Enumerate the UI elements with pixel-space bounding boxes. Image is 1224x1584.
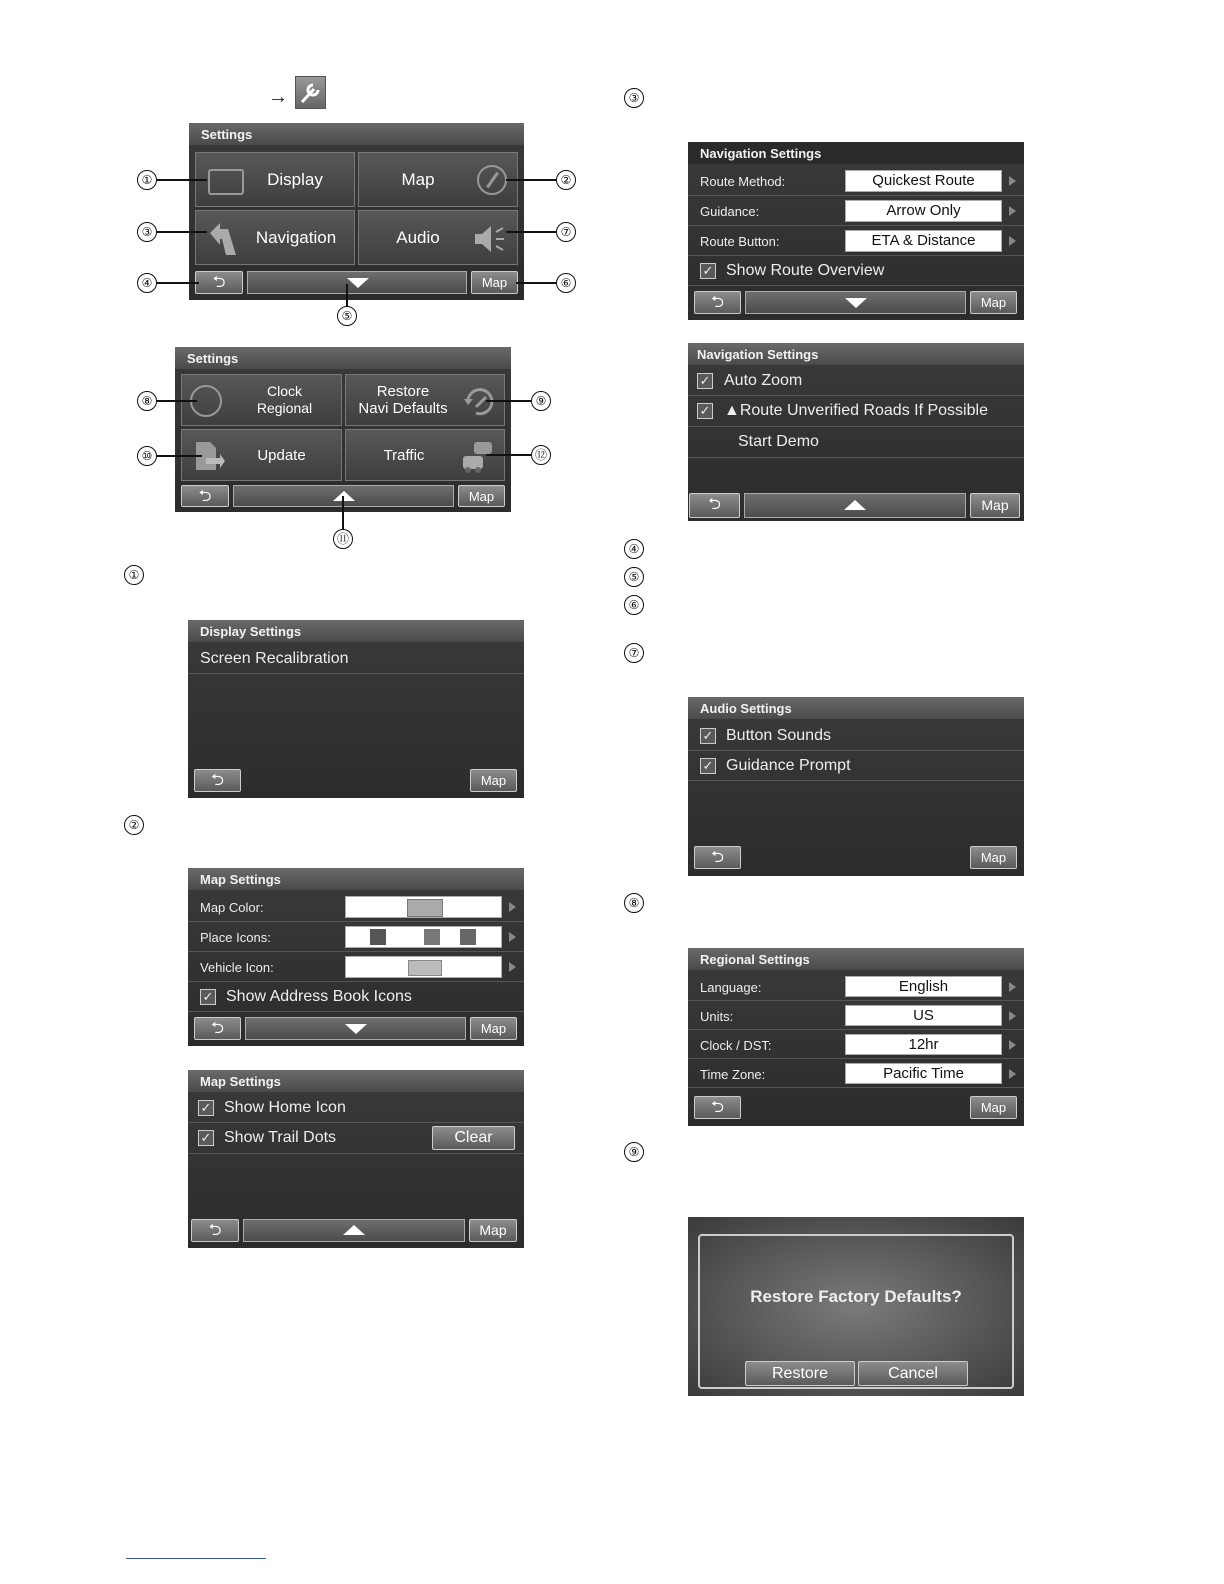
- route-button-row[interactable]: [688, 226, 1024, 256]
- audio-tile[interactable]: [358, 210, 518, 265]
- chevron-down-icon: [345, 1024, 367, 1034]
- screen-title: Audio Settings: [688, 697, 1024, 719]
- map-tile[interactable]: [358, 152, 518, 207]
- restore-defaults-tile[interactable]: [345, 374, 505, 426]
- navigation-settings-screen-2: [688, 343, 1024, 521]
- screen-title: Settings: [175, 347, 511, 369]
- section-6-marker: ⑥: [624, 595, 644, 615]
- language-label: Language:: [700, 980, 762, 995]
- settings-screen-1: [189, 123, 524, 300]
- callout-10: ⑩: [137, 446, 157, 466]
- update-tile[interactable]: [181, 429, 342, 481]
- show-address-book-label: Show Address Book Icons: [226, 988, 412, 1005]
- route-method-value[interactable]: Quickest Route: [845, 170, 1002, 192]
- map-settings-screen-2: [188, 1070, 524, 1248]
- clock-dst-row[interactable]: [688, 1030, 1024, 1059]
- checkbox[interactable]: ✓: [700, 263, 716, 279]
- scroll-down-bar[interactable]: [245, 1017, 466, 1040]
- checkbox[interactable]: ✓: [697, 373, 713, 389]
- units-row[interactable]: [688, 1001, 1024, 1030]
- units-label: Units:: [700, 1009, 734, 1024]
- back-button[interactable]: ⮌: [181, 485, 229, 507]
- checkbox[interactable]: ✓: [198, 1130, 214, 1146]
- checkbox[interactable]: ✓: [198, 1100, 214, 1116]
- screen-title: Map Settings: [188, 868, 524, 890]
- map-button[interactable]: Map: [970, 493, 1020, 518]
- audio-label: Audio: [396, 227, 440, 247]
- screen-recalibration-label: Screen Recalibration: [200, 650, 349, 667]
- regional-settings-screen: [688, 948, 1024, 1126]
- scroll-up-bar[interactable]: [243, 1219, 465, 1242]
- update-label: Update: [257, 446, 306, 464]
- fuel-icon: [424, 929, 440, 945]
- next-arrow-icon[interactable]: [1009, 982, 1016, 992]
- scroll-up-bar[interactable]: [744, 493, 966, 518]
- display-label: Display: [267, 169, 323, 189]
- units-value[interactable]: US: [845, 1005, 1002, 1026]
- button-sounds-label: Button Sounds: [726, 727, 831, 744]
- start-demo-label: Start Demo: [738, 433, 819, 450]
- screen-recalibration-item[interactable]: [188, 644, 524, 674]
- section-4-marker: ④: [624, 539, 644, 559]
- time-zone-label: Time Zone:: [700, 1067, 766, 1082]
- back-button[interactable]: ⮌: [694, 291, 741, 314]
- next-arrow-icon[interactable]: [1009, 236, 1016, 246]
- parking-icon: [460, 929, 476, 945]
- checkbox[interactable]: ✓: [700, 728, 716, 744]
- footnote-rule: [126, 1558, 266, 1559]
- map-color-row[interactable]: [188, 892, 524, 922]
- show-home-icon-row[interactable]: [188, 1093, 524, 1123]
- chevron-up-icon: [333, 491, 355, 501]
- show-route-overview-row[interactable]: [688, 256, 1024, 286]
- map-thumbnail-icon: [407, 899, 443, 917]
- section-2-marker: ②: [124, 815, 144, 835]
- callout-12: ⑫: [531, 445, 551, 465]
- back-button[interactable]: ⮌: [195, 271, 243, 294]
- traffic-tile[interactable]: [345, 429, 505, 481]
- map-color-label: Map Color:: [200, 900, 264, 915]
- button-sounds-row[interactable]: [688, 721, 1024, 751]
- restore-label: Restore: [376, 383, 430, 400]
- navigation-tile[interactable]: [195, 210, 355, 265]
- restaurant-icon: [370, 929, 386, 945]
- callout-2: ②: [556, 170, 576, 190]
- guidance-prompt-row[interactable]: [688, 751, 1024, 781]
- navigation-icon: [206, 219, 240, 259]
- callout-4: ④: [137, 273, 157, 293]
- place-icons-value[interactable]: [345, 926, 502, 948]
- map-settings-screen-1: [188, 868, 524, 1046]
- clear-button[interactable]: Clear: [432, 1126, 515, 1150]
- settings-screen-2: [175, 347, 511, 512]
- map-button[interactable]: Map: [471, 271, 518, 294]
- screen-title: Navigation Settings: [688, 343, 1024, 365]
- clock-dst-label: Clock / DST:: [700, 1038, 772, 1053]
- back-button[interactable]: ⮌: [194, 1017, 241, 1040]
- wrench-icon: [295, 76, 326, 109]
- next-arrow-icon[interactable]: [1009, 1069, 1016, 1079]
- clock-dst-value[interactable]: 12hr: [845, 1034, 1002, 1055]
- callout-5: ⑤: [337, 306, 357, 326]
- map-label: Map: [401, 169, 435, 189]
- map-button[interactable]: Map: [470, 1017, 517, 1040]
- map-button[interactable]: Map: [470, 769, 517, 792]
- section-7-marker: ⑦: [624, 643, 644, 663]
- checkbox[interactable]: ✓: [697, 403, 713, 419]
- cancel-button[interactable]: Cancel: [858, 1361, 968, 1386]
- section-9-marker: ⑨: [624, 1142, 644, 1162]
- route-method-label: Route Method:: [700, 174, 786, 189]
- show-trail-dots-label: Show Trail Dots: [224, 1129, 337, 1146]
- time-zone-row[interactable]: [688, 1059, 1024, 1088]
- navigation-settings-screen-1: [688, 142, 1024, 320]
- traffic-cars-icon: [460, 438, 496, 474]
- vehicle-icon-value[interactable]: [345, 956, 502, 978]
- show-home-icon-label: Show Home Icon: [224, 1099, 346, 1116]
- clock-label: Clock: [266, 383, 302, 399]
- guidance-row[interactable]: [688, 196, 1024, 226]
- restore-button[interactable]: Restore: [745, 1361, 855, 1386]
- back-button[interactable]: ⮌: [689, 493, 740, 518]
- map-button[interactable]: Map: [970, 846, 1017, 869]
- screen-title: Regional Settings: [688, 948, 1024, 970]
- screen-title: Display Settings: [188, 620, 524, 642]
- guidance-label: Guidance:: [700, 204, 760, 219]
- vehicle-arrow-icon: [408, 960, 442, 976]
- display-tile[interactable]: [195, 152, 355, 207]
- auto-zoom-label: Auto Zoom: [724, 372, 803, 389]
- map-color-value[interactable]: [345, 896, 502, 918]
- callout-7: ⑦: [556, 222, 576, 242]
- section-3-marker: ③: [624, 88, 644, 108]
- next-arrow-icon[interactable]: [509, 932, 516, 942]
- language-row[interactable]: [688, 972, 1024, 1001]
- next-arrow-icon[interactable]: [1009, 1040, 1016, 1050]
- callout-8: ⑧: [137, 391, 157, 411]
- route-button-label: Route Button:: [700, 234, 780, 249]
- section-1-marker: ①: [124, 565, 144, 585]
- back-button[interactable]: ⮌: [694, 1096, 741, 1119]
- restore-dialog-screen: [688, 1217, 1024, 1396]
- scroll-down-bar[interactable]: [247, 271, 467, 294]
- screen-title: Settings: [189, 123, 524, 145]
- display-settings-screen: [188, 620, 524, 798]
- callout-1: ①: [137, 170, 157, 190]
- chevron-down-icon: [347, 278, 369, 288]
- show-address-book-row[interactable]: [188, 982, 524, 1012]
- callout-3: ③: [137, 222, 157, 242]
- place-icons-row[interactable]: [188, 922, 524, 952]
- auto-zoom-row[interactable]: [688, 366, 1024, 396]
- back-button[interactable]: ⮌: [194, 769, 241, 792]
- dialog-question: Restore Factory Defaults?: [750, 1287, 962, 1306]
- next-arrow-icon[interactable]: [509, 962, 516, 972]
- callout-9: ⑨: [531, 391, 551, 411]
- place-icons-label: Place Icons:: [200, 930, 271, 945]
- next-arrow-icon[interactable]: [1009, 176, 1016, 186]
- route-unverified-row[interactable]: [688, 396, 1024, 427]
- navigation-label: Navigation: [255, 227, 337, 247]
- guidance-prompt-label: Guidance Prompt: [726, 757, 851, 774]
- compass-icon: [477, 165, 507, 195]
- scroll-down-bar[interactable]: [745, 291, 966, 314]
- next-arrow-icon[interactable]: [1009, 1011, 1016, 1021]
- traffic-label: Traffic: [383, 446, 425, 464]
- vehicle-icon-row[interactable]: [188, 952, 524, 982]
- show-trail-dots-row[interactable]: [188, 1123, 524, 1154]
- checkbox[interactable]: ✓: [200, 989, 216, 1005]
- section-5-marker: ⑤: [624, 567, 644, 587]
- time-zone-value[interactable]: Pacific Time: [845, 1063, 1002, 1084]
- intro-arrow: →: [268, 86, 288, 108]
- chevron-up-icon: [343, 1225, 365, 1235]
- chevron-up-icon: [844, 500, 866, 510]
- route-unverified-label: ▲Route Unverified Roads If Possible: [724, 402, 988, 419]
- callout-11: ⑪: [333, 529, 353, 549]
- callout-6: ⑥: [556, 273, 576, 293]
- screen-title: Map Settings: [188, 1070, 524, 1092]
- speaker-icon: [473, 223, 507, 255]
- back-button[interactable]: ⮌: [191, 1219, 239, 1242]
- route-method-row[interactable]: [688, 166, 1024, 196]
- back-button[interactable]: ⮌: [694, 846, 741, 869]
- start-demo-item[interactable]: [688, 427, 1024, 458]
- checkbox[interactable]: ✓: [700, 758, 716, 774]
- map-button[interactable]: Map: [458, 485, 505, 507]
- map-button[interactable]: Map: [970, 291, 1017, 314]
- chevron-down-icon: [845, 298, 867, 308]
- regional-label: Regional: [256, 400, 313, 416]
- vehicle-icon-label: Vehicle Icon:: [200, 960, 274, 975]
- screen-title: Navigation Settings: [688, 142, 1024, 164]
- clock-regional-tile[interactable]: [181, 374, 342, 426]
- map-button[interactable]: Map: [970, 1096, 1017, 1119]
- next-arrow-icon[interactable]: [1009, 206, 1016, 216]
- audio-settings-screen: [688, 697, 1024, 876]
- navi-defaults-label: Navi Defaults: [358, 400, 448, 417]
- route-button-value[interactable]: ETA & Distance: [845, 230, 1002, 252]
- section-8-marker: ⑧: [624, 893, 644, 913]
- language-value[interactable]: English: [845, 976, 1002, 997]
- show-route-overview-label: Show Route Overview: [726, 262, 885, 279]
- map-button[interactable]: Map: [469, 1219, 517, 1242]
- display-icon: [208, 169, 244, 195]
- guidance-value[interactable]: Arrow Only: [845, 200, 1002, 222]
- next-arrow-icon[interactable]: [509, 902, 516, 912]
